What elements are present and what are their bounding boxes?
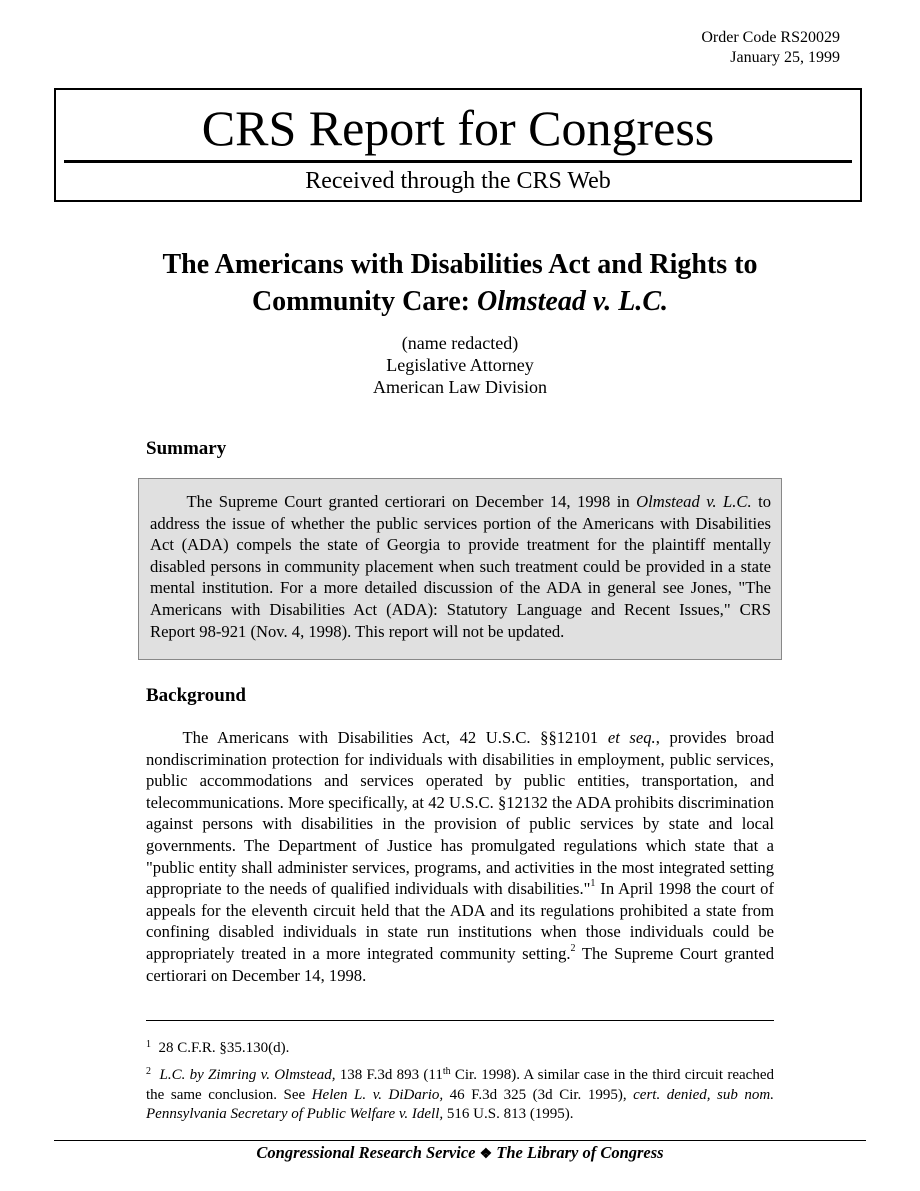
title-line-1: The Americans with Disabilities Act and Rights to: [162, 249, 758, 280]
banner-title: CRS Report for Congress: [201, 100, 715, 156]
diamond-separator-icon: ❖: [479, 1147, 493, 1162]
footnote-2-text-c: Cir. 1998). A similar case in the third circuit reached the same conclusion. See: [146, 1067, 774, 1103]
author-name: (name redacted): [401, 333, 519, 353]
banner-rule: [64, 160, 852, 163]
document-title: [120, 246, 800, 320]
footnote-ref-2[interactable]: 2: [570, 942, 576, 954]
report-banner: [54, 88, 862, 202]
summary-text-1: The Supreme Court granted certiorari on December 14, 1998 in: [186, 492, 637, 511]
footnote-2-ordinal: th: [442, 1066, 451, 1077]
background-heading: Background: [146, 685, 246, 706]
summary-text-2: to address the issue of whether the public services portion of the Americans with Disabilities Act (ADA) compels the state of Georgia to provide treatment for the plaintiff mentally disabled persons in community placement when such treatment could be provided in a state mental institution. For a more detailed discussion of the ADA in general see Jones, "The Americans with Disabilities Act (ADA): Statutory Language and Recent Issues," CRS Report 98-921 (Nov. 4, 1998). This report will not be updated.: [150, 492, 772, 641]
banner-subtitle: Received through the CRS Web: [305, 168, 611, 194]
footnote-1-number: 1: [146, 1039, 151, 1050]
footnote-1-text: 28 C.F.R. §35.130(d).: [158, 1040, 290, 1056]
footnote-2-text-g: 516 U.S. 813 (1995).: [443, 1106, 574, 1122]
author-block: [260, 332, 660, 398]
order-code: Order Code RS20029: [701, 29, 840, 46]
summary-heading: Summary: [146, 438, 227, 459]
footnote-rule: [146, 1020, 774, 1021]
background-text-4: The Supreme Court granted certiorari on December 14, 1998.: [146, 943, 774, 985]
background-et-seq: et seq.: [607, 728, 656, 747]
title-line-2: [120, 283, 800, 320]
title-line-2-plain: Community Care:: [251, 286, 477, 317]
summary-box: [138, 478, 782, 660]
background-text-2: , provides broad nondiscrimination protection for individuals with disabilities in employment, public services, public accommodations and services operated by public entities, transportation, and telecommunications. More specifically, at 42 U.S.C. §12132 the ADA prohibits discrimination against persons with disabilities in the provision of public services by state and local governments. The Department of Justice has promulgated regulations which state that a "public entity shall administer services, programs, and activities in the most integrated setting appropriate to the needs of qualified individuals with disabilities.": [146, 728, 774, 899]
background-text-1: The Americans with Disabilities Act, 42 U.S.C. §§12101: [182, 728, 608, 747]
footnote-2-case-2: Helen L. v. DiDario,: [311, 1086, 444, 1103]
footnote-2-number: 2: [146, 1066, 151, 1077]
footnote-ref-1[interactable]: 1: [590, 878, 596, 890]
author-title: Legislative Attorney: [386, 355, 534, 375]
footnote-2-text-b: 138 F.3d 893 (11: [335, 1067, 443, 1083]
order-info: [701, 28, 840, 68]
background-text-3: In April 1998 the court of appeals for the eleventh circuit held that the ADA and its regulations prohibited a state from confining disabled individuals in state run institutions when those individuals could be appropriately treated in a more integrated community setting.: [146, 879, 775, 963]
footer-rule: [54, 1140, 866, 1141]
footer-loc: The Library of Congress: [496, 1143, 664, 1162]
footnote-2-text-e: 46 F.3d 325 (3d Cir. 1995),: [443, 1086, 634, 1103]
footnote-1: [146, 1039, 774, 1059]
footnote-2-case-1: L.C. by Zimring v. Olmstead,: [159, 1067, 336, 1083]
summary-text: [150, 491, 771, 642]
page-footer: [54, 1143, 866, 1163]
background-paragraph: [146, 727, 774, 986]
footer-crs: Congressional Research Service: [256, 1143, 476, 1162]
footnote-2: [146, 1066, 774, 1125]
report-date: January 25, 1999: [730, 49, 840, 66]
summary-case-name: Olmstead v. L.C.: [636, 492, 752, 511]
case-name: Olmstead v. L.C.: [476, 286, 669, 317]
footnote-2-case-3: cert. denied, sub nom. Pennsylvania Secretary of Public Welfare v. Idell,: [146, 1086, 774, 1122]
author-division: American Law Division: [373, 377, 547, 397]
